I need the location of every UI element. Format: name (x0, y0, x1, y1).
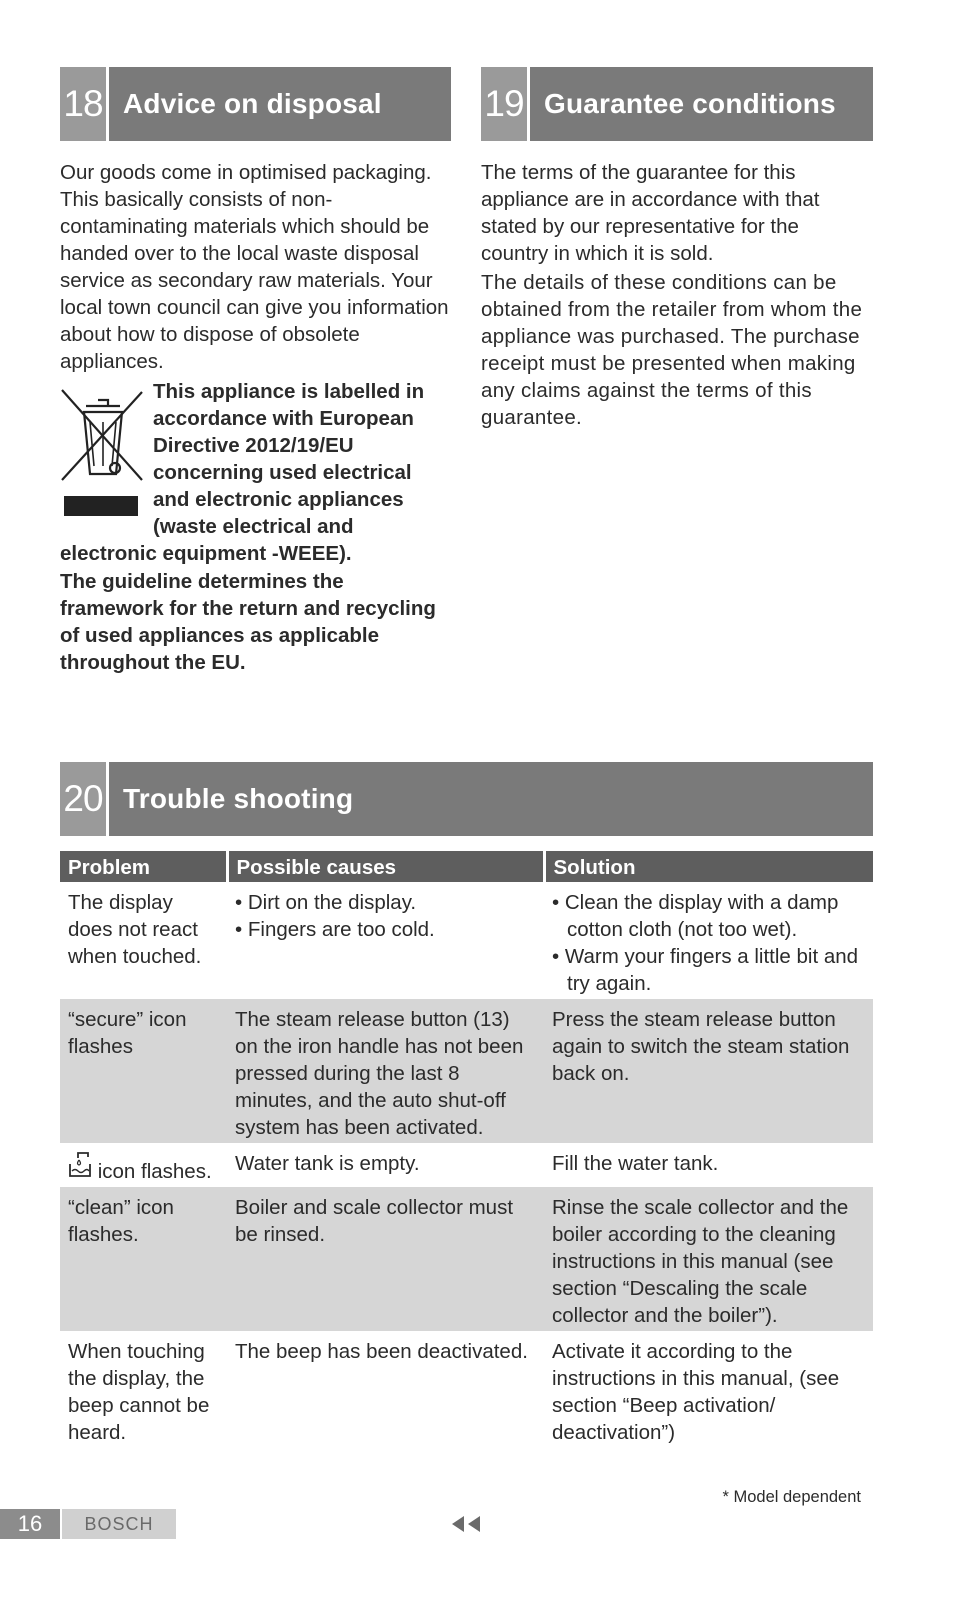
table-header-row (60, 851, 873, 882)
section-18-title: Advice on disposal (123, 88, 382, 119)
table-row (60, 882, 873, 999)
solution-cell: Activate it according to the instructions in this manual, (see section “Beep activation/ deactivation”) (552, 1340, 840, 1444)
cause-bullet: • Dirt on the display. (235, 891, 417, 914)
weee-icon-spacer (60, 378, 153, 538)
page-number: 16 (0, 1509, 60, 1539)
cause-bullet: • Fingers are too cold. (235, 918, 435, 941)
guideline-paragraph: The guideline determines the framework for the return and recycling of used appliances as applicable throughout the EU. (60, 570, 436, 674)
table-row (60, 1187, 873, 1331)
solution-cell: Rinse the scale collector and the boiler according to the cleaning instructions in this manual (see section “Descaling the scale collector and the boiler”). (544, 1187, 873, 1331)
section-20-number: 20 (60, 762, 109, 836)
table-row (60, 1331, 873, 1448)
water-tank-icon (68, 1150, 92, 1180)
problem-cell: When touching the display, the beep cannot be heard. (68, 1340, 210, 1444)
previous-page-arrows-icon[interactable] (450, 1514, 484, 1534)
solution-text: Clean the display with a damp cotton cloth (not too wet). (564, 891, 839, 941)
causes-cell: The steam release button (13) on the iron handle has not been pressed during the last 8 minutes, and the auto shut-off system has been activated. (227, 999, 544, 1143)
causes-cell: Boiler and scale collector must be rinsed. (227, 1187, 544, 1331)
section-19-title: Guarantee conditions (544, 88, 836, 119)
causes-cell: The beep has been deactivated. (235, 1340, 528, 1363)
problem-cell: The display does not react when touched. (68, 891, 202, 968)
brand-label: BOSCH (62, 1509, 176, 1539)
causes-cell (227, 882, 544, 999)
table-row (60, 999, 873, 1143)
section-18-number: 18 (60, 67, 109, 141)
weee-notice (60, 378, 452, 567)
solution-text: Warm your fingers a little bit and try again. (564, 945, 859, 995)
section-20-header (60, 762, 873, 836)
table-row (60, 1143, 873, 1187)
guarantee-paragraph-1: The terms of the guarantee for this appliance are in accordance with that stated by our representative for the country in which it is sold. (481, 161, 820, 265)
cause-text: Fingers are too cold. (247, 918, 435, 941)
guarantee-paragraph-2: The details of these conditions can be obtained from the retailer from whom the appliance was purchased. The purchase receipt must be presented when making any claims against the terms of this guarantee. (481, 271, 863, 429)
problem-cell: “clean” icon flashes. (60, 1187, 227, 1331)
model-dependent-footnote: * Model dependent (722, 1488, 861, 1506)
section-18-header (60, 67, 451, 141)
section-19-header (481, 67, 873, 141)
solution-cell: Fill the water tank. (552, 1152, 719, 1175)
section-20-title: Trouble shooting (123, 783, 354, 814)
solution-bullet: • Clean the display with a damp cotton cloth (not too wet). (552, 891, 839, 941)
problem-cell (60, 1143, 227, 1187)
causes-cell: Water tank is empty. (235, 1152, 420, 1175)
trouble-shooting-table (60, 851, 873, 1448)
header-solution: Solution (544, 851, 873, 882)
problem-cell: “secure” icon flashes (60, 999, 227, 1143)
solution-cell: Press the steam release button again to switch the steam station back on. (544, 999, 873, 1143)
disposal-paragraph: Our goods come in optimised packaging. This basically consists of non-contaminating materials which should be handed over to the local waste disposal service as secondary raw materials. Your local town council can give you information about how to dispose of obsolete appliances. (60, 161, 449, 373)
solution-cell (544, 882, 873, 999)
cause-text: Dirt on the display. (247, 891, 417, 914)
problem-text: icon flashes. (97, 1160, 212, 1183)
header-problem: Problem (60, 851, 227, 882)
header-possible-causes: Possible causes (227, 851, 544, 882)
weee-notice-text: This appliance is labelled in accordance with European Directive 2012/19/EU concerning used electrical and electronic appliances (waste electrical and electronic equipment -WEEE). (60, 380, 425, 565)
section-19-number: 19 (481, 67, 530, 141)
solution-bullet: • Warm your fingers a little bit and try again. (552, 945, 859, 995)
